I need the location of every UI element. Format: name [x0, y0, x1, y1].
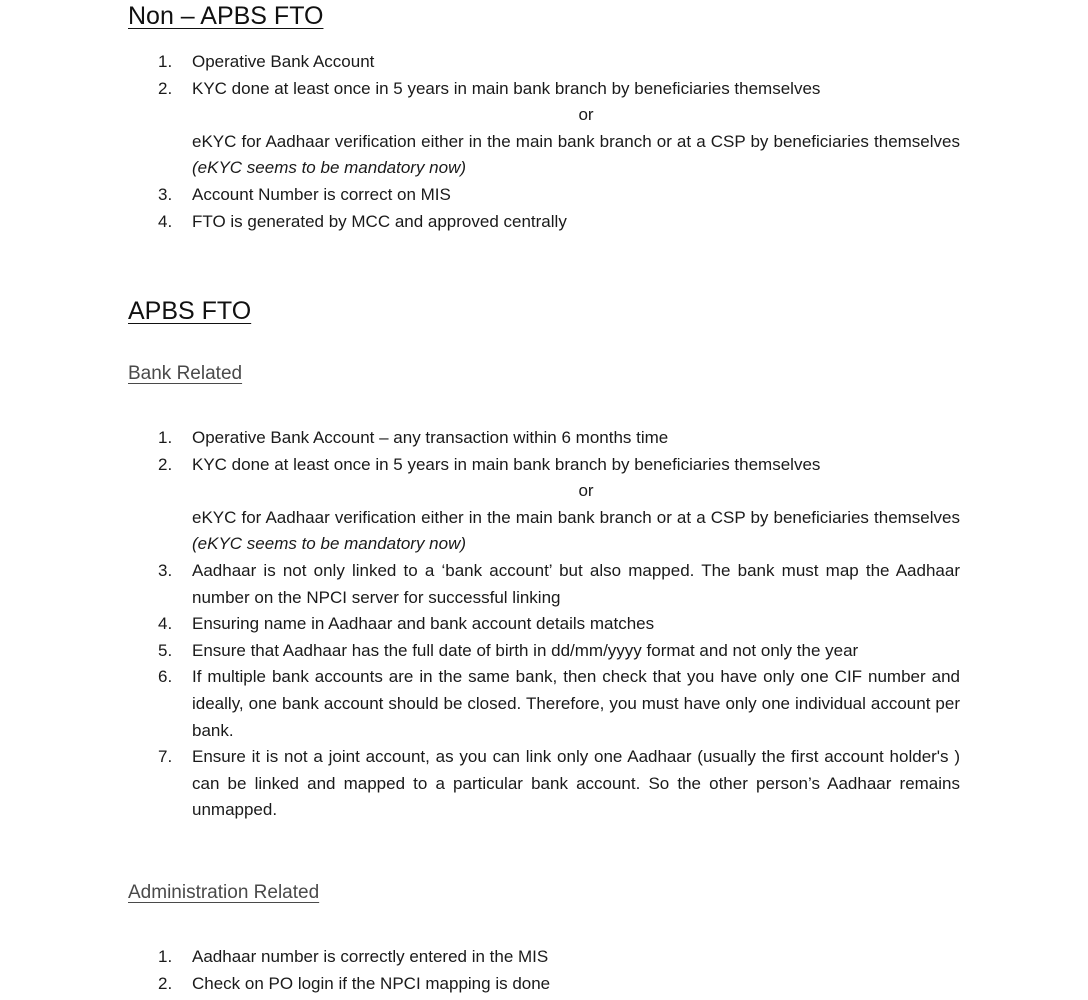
list-item: 2. KYC done at least once in 5 years in main bank branch by beneficiaries themselves or eKYC for Aadhaar verification either in the main bank branch or at a CSP by beneficiaries themselves (eKYC seems to be mandatory now): [158, 454, 960, 554]
italic-note: (eKYC seems to be mandatory now): [192, 158, 467, 178]
list-item: 1. Aadhaar number is correctly entered in the MIS: [158, 947, 549, 966]
or-separator: or: [578, 105, 594, 125]
list-item: 3. Account Number is correct on MIS: [158, 184, 451, 204]
list-item: 2. KYC done at least once in 5 years in main bank branch by beneficiaries themselves or eKYC for Aadhaar verification either in the main bank branch or at a CSP by beneficiaries themselves (eKYC seems to be mandatory now): [158, 78, 960, 178]
list-item: 5. Ensure that Aadhaar has the full date of birth in dd/mm/yyyy format and not only the year: [158, 640, 859, 660]
list-item: 3. Aadhaar is not only linked to a ‘bank account’ but also mapped. The bank must map the Aadhaar number on the NPCI server for successful linking: [158, 560, 960, 607]
list-item: 2. Check on PO login if the NPCI mapping is done: [158, 973, 551, 993]
list-item: 6. If multiple bank accounts are in the same bank, then check that you have only one CIF number and ideally, one bank account should be closed. Therefore, you must have only one individual account per bank.: [158, 667, 960, 740]
or-separator: or: [578, 481, 594, 501]
list-item: 1. Operative Bank Account: [158, 52, 375, 71]
list-item: 7. Ensure it is not a joint account, as you can link only one Aadhaar (usually the first account holder's ) can be linked and mapped to a particular bank account. So the other person’s Aadhaar remains unmapped.: [158, 747, 960, 820]
italic-note: (eKYC seems to be mandatory now): [192, 534, 467, 554]
list-item: 1. Operative Bank Account – any transaction within 6 months time: [158, 428, 669, 447]
subheading-administration-related: Administration Related: [128, 882, 320, 903]
bank-related-list: [158, 425, 960, 824]
non-apbs-requirements-list: [158, 49, 960, 235]
section-heading-apbs-fto: APBS FTO: [128, 297, 252, 325]
section-heading-non-apbs-fto: Non – APBS FTO: [128, 2, 324, 30]
subheading-bank-related: Bank Related: [128, 363, 243, 384]
list-item: 4. FTO is generated by MCC and approved centrally: [158, 211, 567, 231]
administration-related-list: [158, 944, 960, 997]
list-item: 4. Ensuring name in Aadhaar and bank account details matches: [158, 614, 655, 634]
